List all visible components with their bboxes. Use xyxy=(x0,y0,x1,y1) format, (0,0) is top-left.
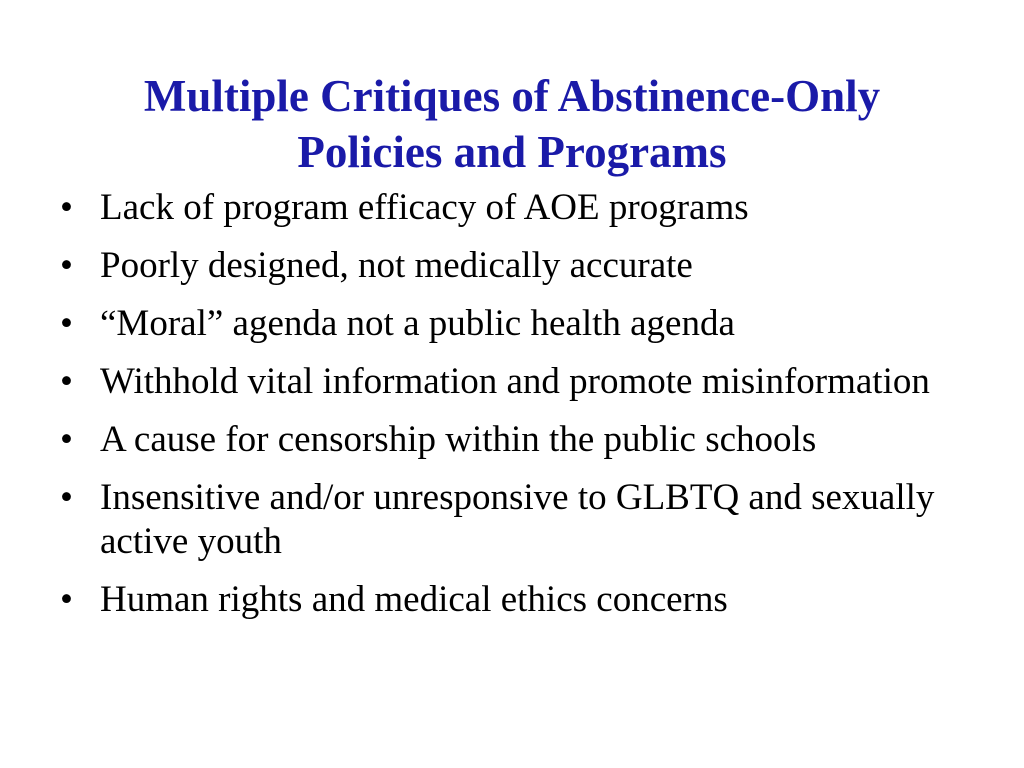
bullet-icon: • xyxy=(60,579,73,620)
bullet-text: A cause for censorship within the public schools xyxy=(100,419,817,460)
slide-title-line-1: Multiple Critiques of Abstinence-Only xyxy=(143,71,881,122)
bullet-text: “Moral” agenda not a public health agenda xyxy=(100,303,735,344)
bullet-icon: • xyxy=(60,477,73,518)
bullet-icon: • xyxy=(60,187,73,228)
bullet-text: Human rights and medical ethics concerns xyxy=(100,579,728,620)
slide-title xyxy=(40,68,984,180)
bullet-item xyxy=(56,418,1006,462)
slide-title-line-2: Policies and Programs xyxy=(297,127,727,178)
bullet-item xyxy=(56,186,1006,230)
bullet-item xyxy=(56,360,1006,404)
bullet-text: Poorly designed, not medically accurate xyxy=(100,245,693,286)
bullet-icon: • xyxy=(60,419,73,460)
bullet-item xyxy=(56,476,1006,564)
bullet-text: Withhold vital information and promote misinformation xyxy=(100,361,930,402)
bullet-text: Insensitive and/or unresponsive to GLBTQ and sexually active youth xyxy=(100,477,935,562)
bullet-item xyxy=(56,578,1006,622)
bullet-icon: • xyxy=(60,245,73,286)
bullet-text: Lack of program efficacy of AOE programs xyxy=(100,187,749,228)
bullet-item xyxy=(56,302,1006,346)
bullet-icon: • xyxy=(60,303,73,344)
bullet-item xyxy=(56,244,1006,288)
bullet-list xyxy=(56,186,1006,636)
bullet-icon: • xyxy=(60,361,73,402)
